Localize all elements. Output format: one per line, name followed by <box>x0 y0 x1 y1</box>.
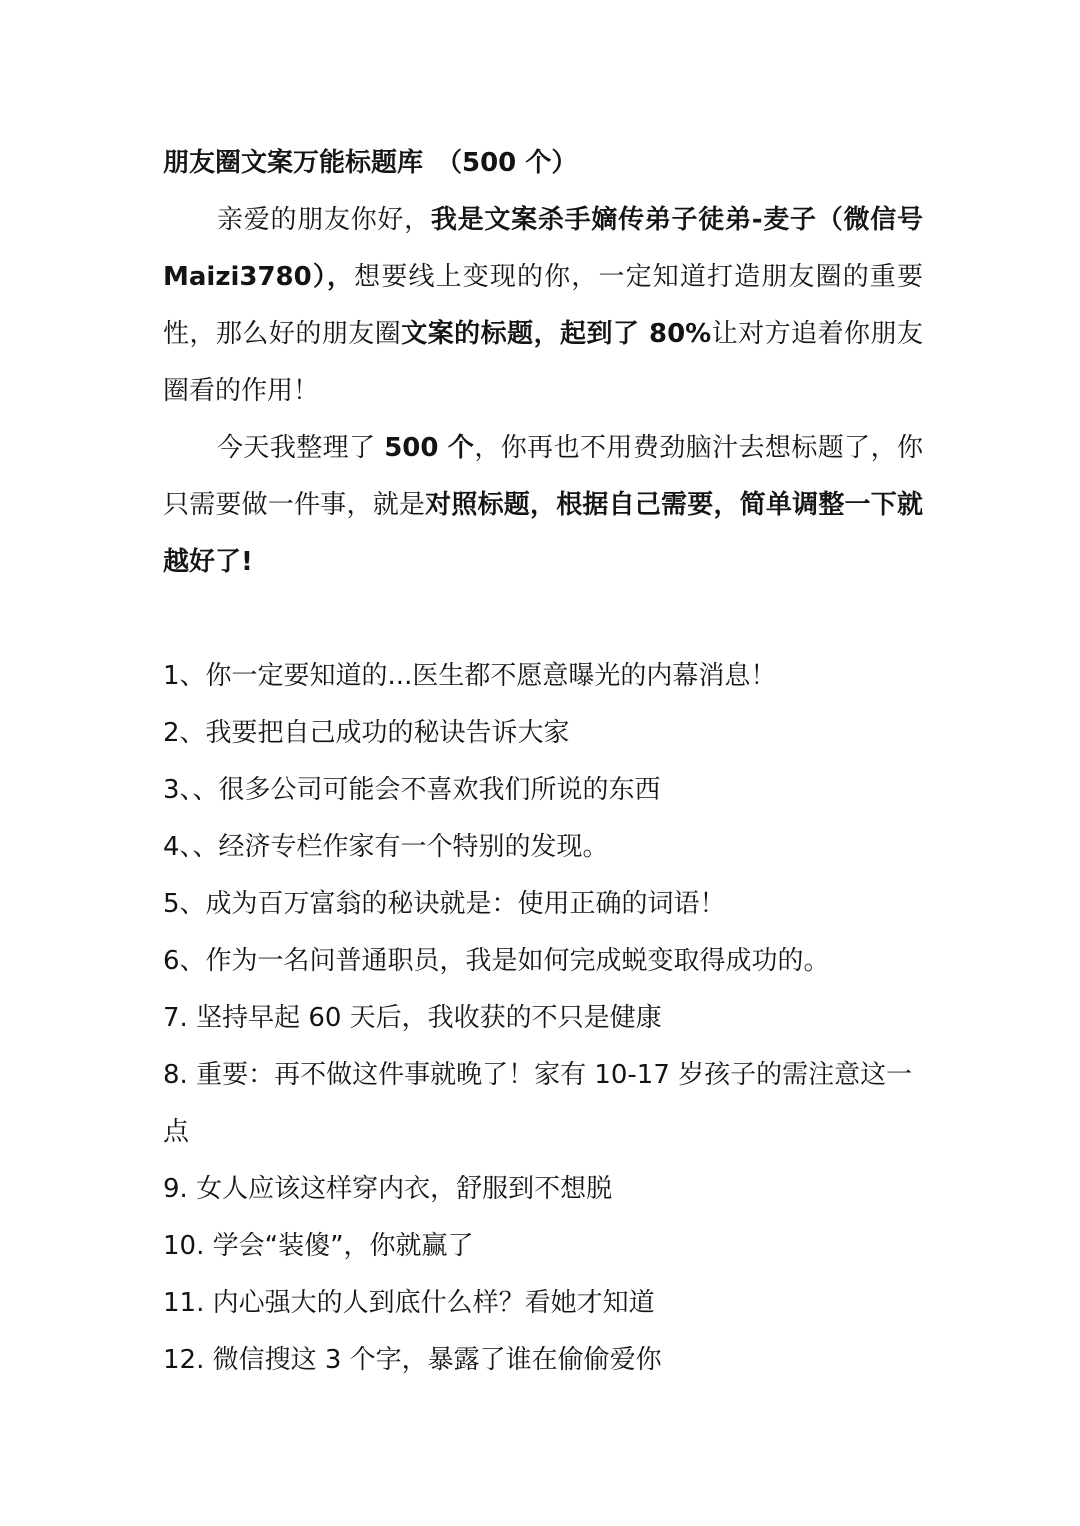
list-item: 2、我要把自己成功的秘诀告诉大家 <box>163 718 570 748</box>
intro-text: 想要线上变现的你，一定知道打造朋友圈的重要性，那么好的朋友圈 <box>163 262 923 349</box>
intro-text-end: 让对方追着你朋友圈看的作用！ <box>163 319 923 406</box>
intro2-text-mid: ，你再也不用费劲脑汁去想标题了，你只需要做一件事，就是 <box>163 433 923 520</box>
list-item: 3、、很多公司可能会不喜欢我们所说的东西 <box>163 775 661 805</box>
list-item: 7. 坚持早起 60 天后，我收获的不只是健康 <box>163 1003 662 1033</box>
list-item: 4、、经济专栏作家有一个特别的发现。 <box>163 832 609 862</box>
list-item: 11. 内心强大的人到底什么样？看她才知道 <box>163 1288 655 1318</box>
list-item: 10. 学会“装傻”，你就赢了 <box>163 1231 474 1261</box>
intro2-text: 今天我整理了 <box>217 433 385 463</box>
list-item: 8. 重要：再不做这件事就晚了！家有 10-17 岁孩子的需注意这一点 <box>163 1060 913 1147</box>
intro-author: 我是文案杀手嫡传弟子徒弟-麦子（微信号 Maizi3780）， <box>163 205 923 292</box>
title-list <box>163 648 923 1389</box>
document-content <box>163 135 923 1389</box>
blank-line <box>163 591 923 648</box>
intro2-emphasis: 对照标题，根据自己需要，简单调整一下就越好了! <box>163 490 923 577</box>
list-item: 5、成为百万富翁的秘诀就是：使用正确的词语！ <box>163 889 726 919</box>
intro-greeting: 亲爱的朋友你好， <box>217 205 431 235</box>
intro-paragraph-1 <box>163 192 923 420</box>
list-item: 6、作为一名问普通职员，我是如何完成蜕变取得成功的。 <box>163 946 830 976</box>
intro-emphasis: 文案的标题，起到了 80% <box>401 319 712 349</box>
document-title: 朋友圈文案万能标题库 （500 个） <box>163 148 578 178</box>
intro2-count: 500 个 <box>384 433 475 463</box>
list-item: 1、你一定要知道的...医生都不愿意曝光的内幕消息！ <box>163 661 777 691</box>
list-item: 9. 女人应该这样穿内衣，舒服到不想脱 <box>163 1174 613 1204</box>
list-item: 12. 微信搜这 3 个字，暴露了谁在偷偷爱你 <box>163 1345 662 1375</box>
intro-paragraph-2 <box>163 420 923 591</box>
